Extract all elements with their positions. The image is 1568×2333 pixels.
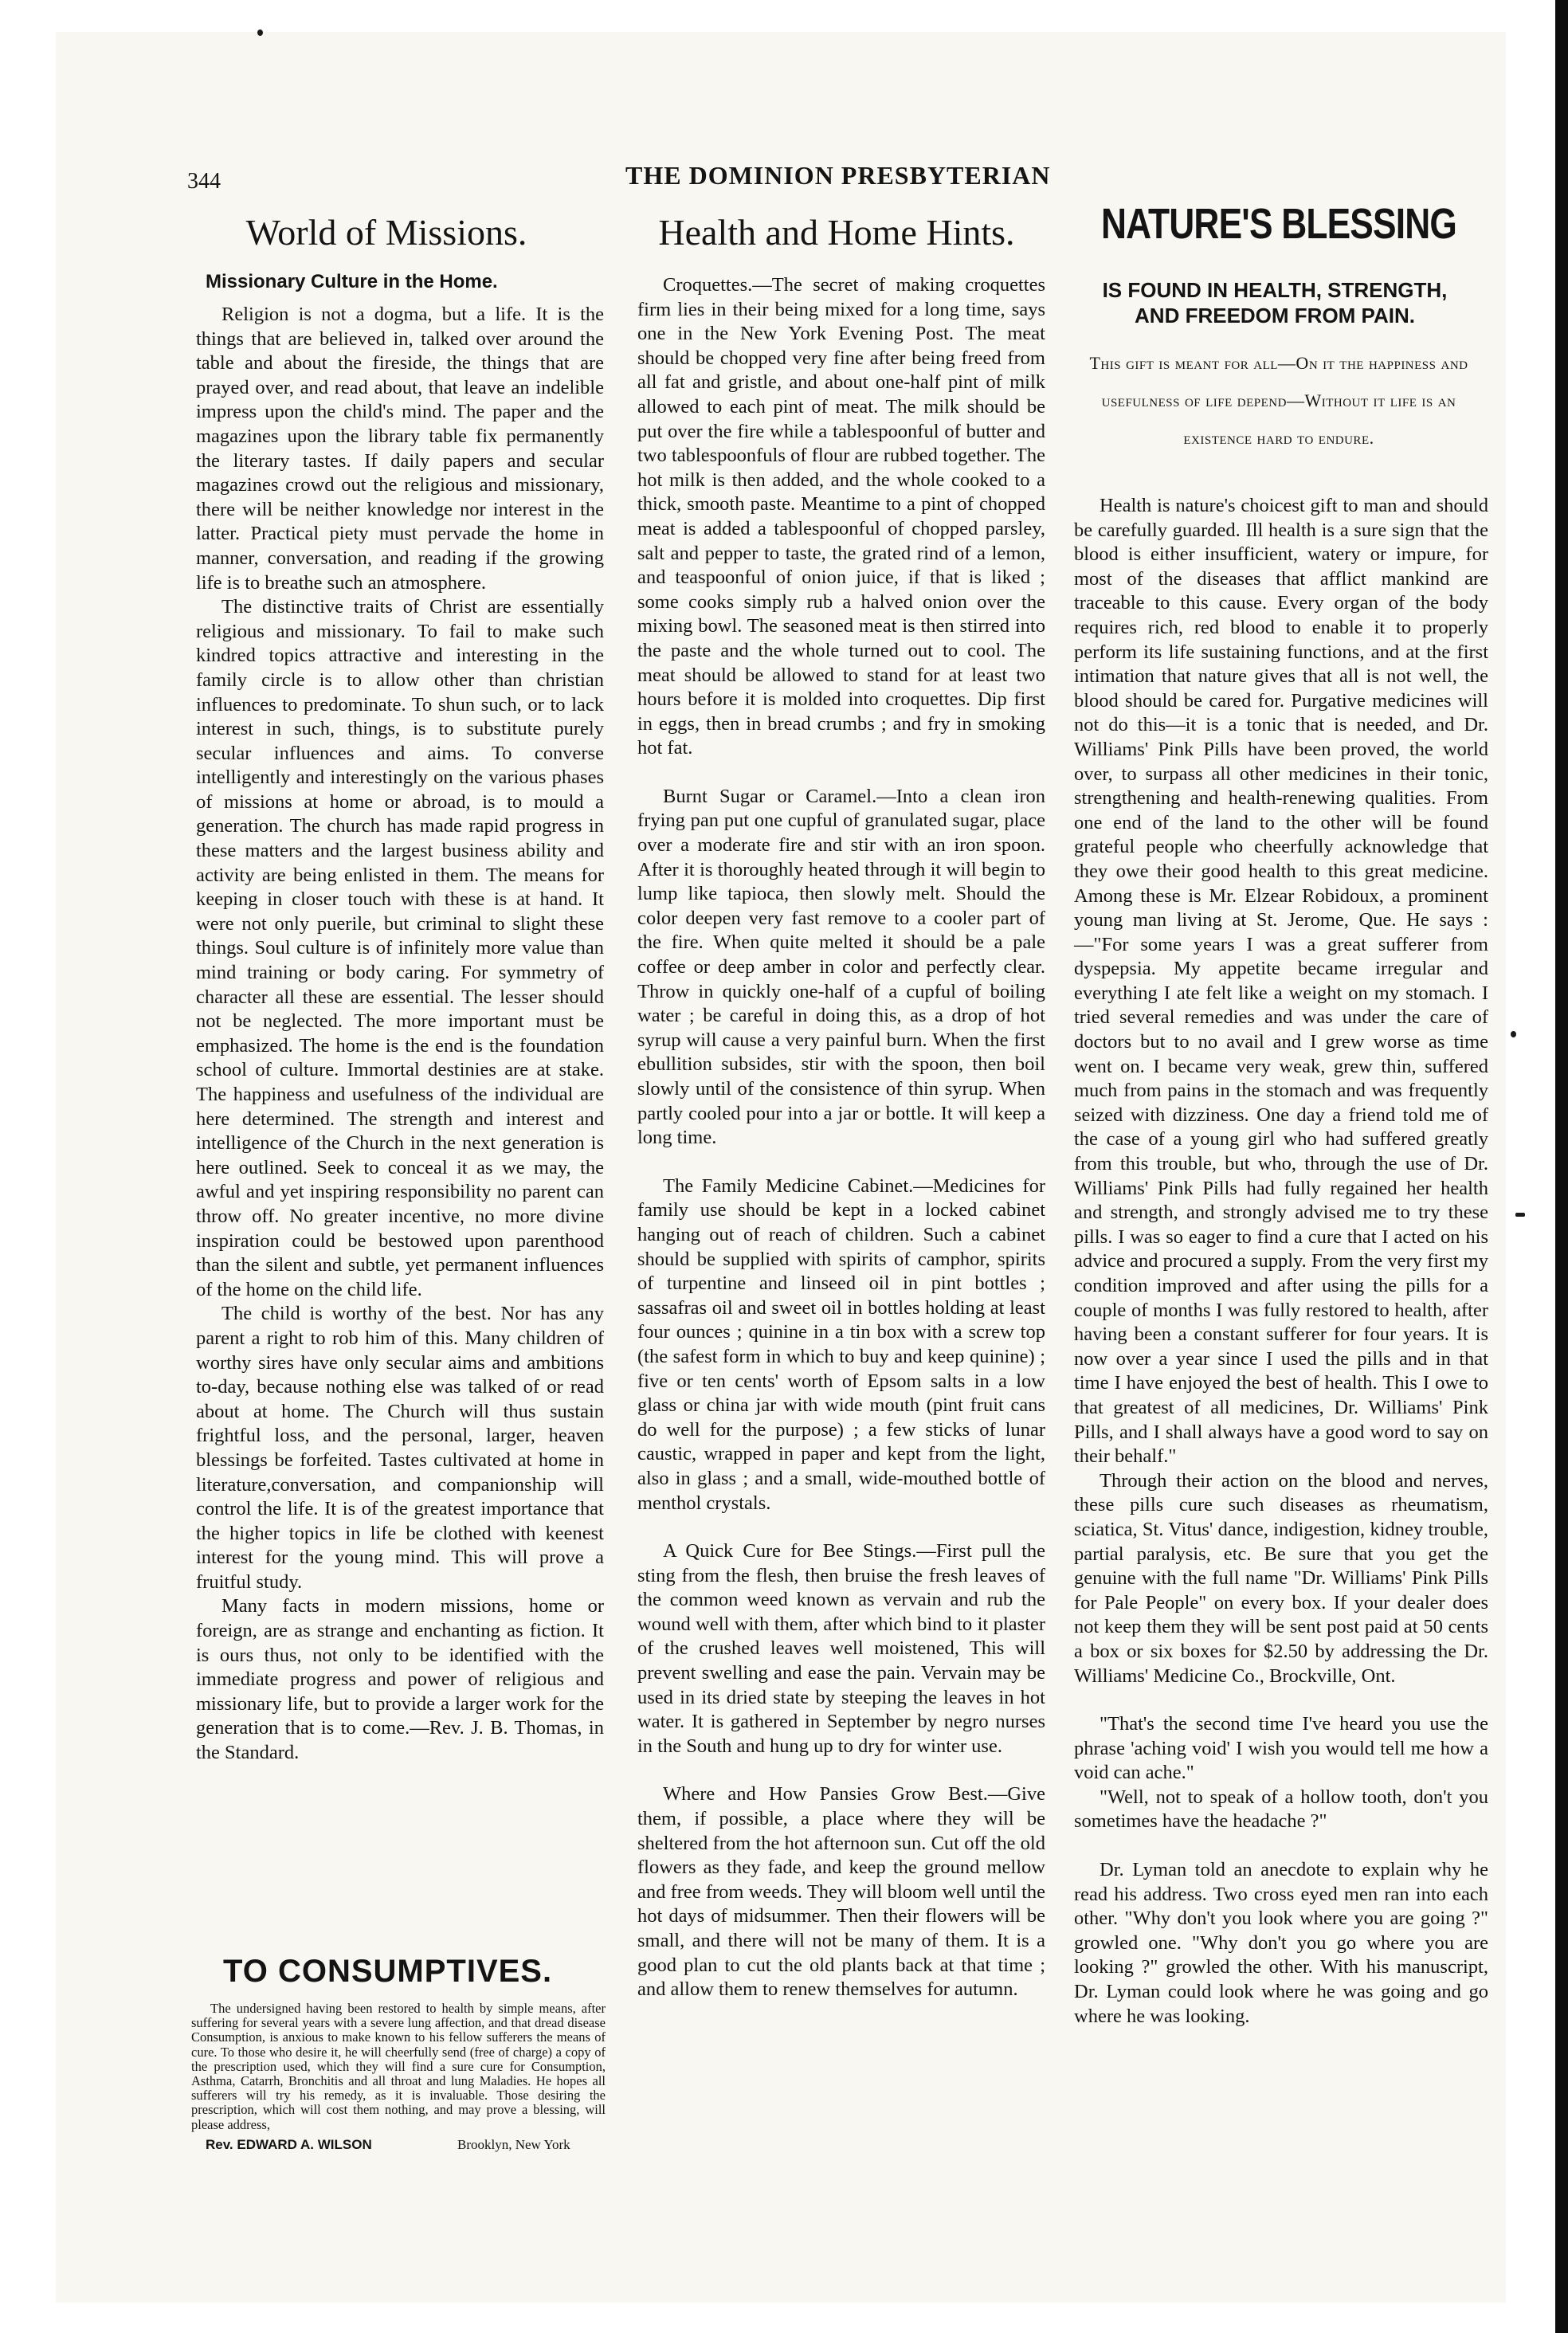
missions-subhead: Missionary Culture in the Home.	[206, 271, 498, 292]
consumptives-ad-text: The undersigned having been restored to health by simple means, after suffering for several years with a severe lung affection, and that dread disease Consumption, is anxious to make known to his fellow sufferers the means of cure. To those who desire it, he will cheerfully send (free of charge) a copy of the prescription used, which they will find a sure cure for Consumption, Asthma, Catarrh, Bronchitis and all throat and lung Maladies. He hopes all sufferers will try his remedy, as it is invaluable. Those desiring the prescription, which will cost them nothing, and may prove a blessing, will please address,	[191, 2001, 606, 2132]
scan-edge	[1555, 0, 1568, 2333]
nature-paragraph: Through their action on the blood and nerves, these pills cure such diseases as rheumatism, sciatica, St. Vitus' dance, indigestion, kidney trouble, partial paralysis, etc. Be sure that you get the genuine with the full name "Dr. Williams' Pink Pills for Pale People" on every box. If your dealer does not keep them they will be sent post paid at 50 cents a box or six boxes for $2.50 by addressing the Dr. Williams' Medicine Co., Brockville, Ont.	[1074, 1469, 1488, 1687]
consumptives-ad-signature	[206, 2137, 372, 2153]
nature-joke: "That's the second time I've heard you use the phrase 'aching void' I wish you would tell me how a void can ache."	[1074, 1713, 1488, 1784]
scan-speck	[1515, 1213, 1525, 1217]
consumptives-ad-body	[191, 2002, 606, 2132]
page-number: 344	[187, 169, 221, 194]
signature-name: Rev. EDWARD A. WILSON	[206, 2137, 372, 2152]
scan-speck	[1511, 1031, 1516, 1037]
health-article	[637, 273, 1045, 2002]
nature-article	[1074, 494, 1488, 2029]
health-title: Health and Home Hints.	[658, 212, 1015, 253]
nature-ad-subtitle	[1068, 277, 1482, 328]
missions-paragraph: Many facts in modern missions, home or foreign, are as strange and enchanting as fiction. It is ours thus, not only to be identified with the immediate progress and power of religious and missionary life, but to provide a larger work for the generation that is to come.—Rev. J. B. Thomas, in the Standard.	[196, 1595, 604, 1764]
missions-paragraph: Religion is not a dogma, but a life. It is the things that are believed in, talked over around the table and about the fireside, the things that are prayed over, and read about, that leave an indelible impress upon the child's mind. The paper and the magazines upon the library table fix permanently the literary tastes. If daily papers and secular magazines crowd out the religious and missionary, there will be neither knowledge nor interest in the latter. Practical piety must pervade the home in manner, conversation, and reading if the growing life is to breathe such an atmosphere.	[196, 304, 604, 594]
nature-paragraph: Health is nature's choicest gift to man and should be carefully guarded. Ill health is a sure sign that the blood is either insufficient, watery or impure, for most of the diseases that afflict mankind are traceable to this cause. Every organ of the body requires rich, red blood to enable it to properly perform its life sustaining functions, and at the first intimation that nature gives that all is not well, the blood should be cared for. Purgative medicines will not do this—it is a tonic that is needed, and Dr. Williams' Pink Pills have been proved, the world over, to surpass all other medicines in their tonic, strengthening and health-renewing qualities. From one end of the land to the other will be found grateful people who cheerfully acknowledge that they owe their good health to this great medicine. Among these is Mr. Elzear Robidoux, a prominent young man living at St. Jerome, Que. He says :—"For some years I was a great sufferer from dyspepsia. My appetite became irregular and everything I ate felt like a weight on my stomach. I tried several remedies and was under the care of doctors but to no avail and I grew worse as time went on. I became very weak, grew thin, suffered much from pains in the stomach and was frequently seized with dizziness. One day a friend told me of the case of a young girl who had suffered greatly from this trouble, but who, through the use of Dr. Williams' Pink Pills had fully regained her health and strength, and strongly advised me to try these pills. I was so eager to find a cure that I acted on his advice and procured a supply. From the very first my condition improved and after using the pills for a couple of months I was fully restored to health, after having been a constant sufferer for four years. It is now over a year since I used the pills and in that time I have enjoyed the best of health. This I owe to that greatest of all medicines, Dr. Williams' Pink Pills, and I shall always have a good word to say on their behalf."	[1074, 495, 1488, 1468]
health-paragraph: Croquettes.—The secret of making croquettes firm lies in their being mixed for a long time, says one in the New York Evening Post. The meat should be chopped very fine after being freed from all fat and gristle, and about one-half pint of milk allowed to each pint of meat. The milk should be put over the fire while a tablespoonful of butter and two tablespoonfuls of flour are rubbed together. The hot milk is then added, and the whole cooked to a thick, smooth paste. Meantime to a pint of chopped meat is added a tablespoonful of chopped parsley, salt and pepper to taste, the grated rind of a lemon, and teaspoonful of onion juice, if that is liked ; some cooks simply rub a halved onion over the mixing bowl. The seasoned meat is then stirred into the paste and the whole turned out to cool. The meat should be allowed to stand for at least two hours before it is molded into croquettes. Dip first in eggs, then in bread crumbs ; and fry in smoking hot fat.	[637, 274, 1045, 759]
scan-speck	[257, 29, 263, 36]
nature-ad-intro: This gift is meant for all—On it the happiness and usefulness of life depend—Without it life is an existence hard to endure.	[1089, 353, 1468, 448]
nature-subtitle-line: IS FOUND IN HEALTH, STRENGTH,	[1102, 278, 1448, 302]
nature-subtitle-line: AND FREEDOM FROM PAIN.	[1135, 304, 1415, 327]
health-paragraph: Burnt Sugar or Caramel.—Into a clean iron frying pan put one cupful of granulated sugar, place over a moderate fire and stir with an iron spoon. After it is thoroughly heated through it will begin to lump like tapioca, then slowly melt. Should the color deepen very fast remove to a cooler part of the fire. When quite melted it should be a pale coffee or deep amber in color and perfectly clear. Throw in quickly one-half of a cupful of boiling water ; be careful in doing this, as a drop of hot syrup will cause a very painful burn. When the first ebullition subsides, stir with the spoon, then boil slowly until of the consistence of thin syrup. When partly cooled pour into a jar or bottle. It will keep a long time.	[637, 785, 1045, 1149]
nature-ad-title: NATURE'S BLESSING	[1101, 200, 1456, 248]
missions-paragraph: The child is worthy of the best. Nor has any parent a right to rob him of this. Many children of worthy sires have only secular aims and ambitions to-day, because nothing else was talked of or read about at home. The Church will thus sustain frightful loss, and the personal, larger, heaven blessings be forfeited. Tastes cultivated at home in literature,conversation, and companionship will control the life. It is of the greatest importance that the higher topics in life be clothed with keenest interest for the young mind. This will prove a fruitful study.	[196, 1303, 604, 1593]
nature-joke: "Well, not to speak of a hollow tooth, don't you sometimes have the headache ?"	[1074, 1786, 1488, 1833]
missions-title: World of Missions.	[245, 212, 527, 253]
missions-article	[196, 303, 604, 1766]
signature-place: Brooklyn, New York	[457, 2137, 570, 2152]
health-paragraph: A Quick Cure for Bee Stings.—First pull the sting from the flesh, then bruise the fresh leaves of the common weed known as vervain and rub the wound well with them, after which bind to it plaster of the crushed leaves well moistened, This will prevent swelling and ease the pain. Vervain may be used in its dried state by steeping the leaves in hot water. It is gathered in September by negro nurses in the South and hung up to dry for winter use.	[637, 1540, 1045, 1757]
health-paragraph: Where and How Pansies Grow Best.—Give them, if possible, a place where they will be sheltered from the hot afternoon sun. Cut off the old flowers as they fade, and keep the ground mellow and free from weeds. They will bloom well until the hot days of midsummer. Then their flowers will be small, and there will not be many of them. It is a good plan to cut the old plants back at that time ; and allow them to renew themselves for autumn.	[637, 1783, 1045, 2001]
health-paragraph: The Family Medicine Cabinet.—Medicines for family use should be kept in a locked cabinet hanging out of reach of children. Such a cabinet should be supplied with spirits of camphor, spirits of turpentine and linseed oil in pint bottles ; sassafras oil and sweet oil in bottles holding at least four ounces ; quinine in a tin box with a screw top (the safest form in which to buy and keep quinine) ; five or ten cents' worth of Epsom salts in a low glass or china jar with wide mouth (pint fruit cans do well for the purpose) ; a few sticks of lunar caustic, wrapped in paper and kept from the light, also in glass ; and a small, wide-mouthed bottle of menthol crystals.	[637, 1174, 1045, 1514]
nature-anecdote: Dr. Lyman told an anecdote to explain why he read his address. Two cross eyed men ran into each other. "Why don't you look where you are going ?" growled one. "Why don't you go where you are looking ?" growled the other. With his manuscript, Dr. Lyman could look where he was going and go where he was looking.	[1074, 1859, 1488, 2027]
missions-paragraph: The distinctive traits of Christ are essentially religious and missionary. To fail to make such kindred topics attractive and interesting in the family circle is to allow other than christian influences to predominate. To shun such, or to lack interest in such, things, is to substitute purely secular influences and aims. To converse intelligently and interestingly on the various phases of missions at home or abroad, is to mould a generation. The church has made rapid progress in these matters and the largest business ability and activity are being enlisted in them. The means for keeping in closer touch with these is at hand. It were not only puerile, but criminal to slight these things. Soul culture is of infinitely more value than mind training or body caring. For symmetry of character all these are essential. The lesser should not be neglected. The more important must be emphasized. The home is the end is the foundation school of culture. Immortal destinies are at stake. The happiness and usefulness of the individual are here determined. The strength and interest and intelligence of the Church in the next generation is here outlined. Seek to conceal it as we may, the awful and yet inspiring responsibility no parent can throw off. No greater incentive, no more divine inspiration could be bestowed upon parenthood than the silent and subtle, yet permanent influences of the home on the child life.	[196, 596, 604, 1300]
running-head: THE DOMINION PRESBYTERIAN	[625, 161, 1051, 190]
consumptives-ad-title: TO CONSUMPTIVES.	[223, 1954, 553, 1989]
